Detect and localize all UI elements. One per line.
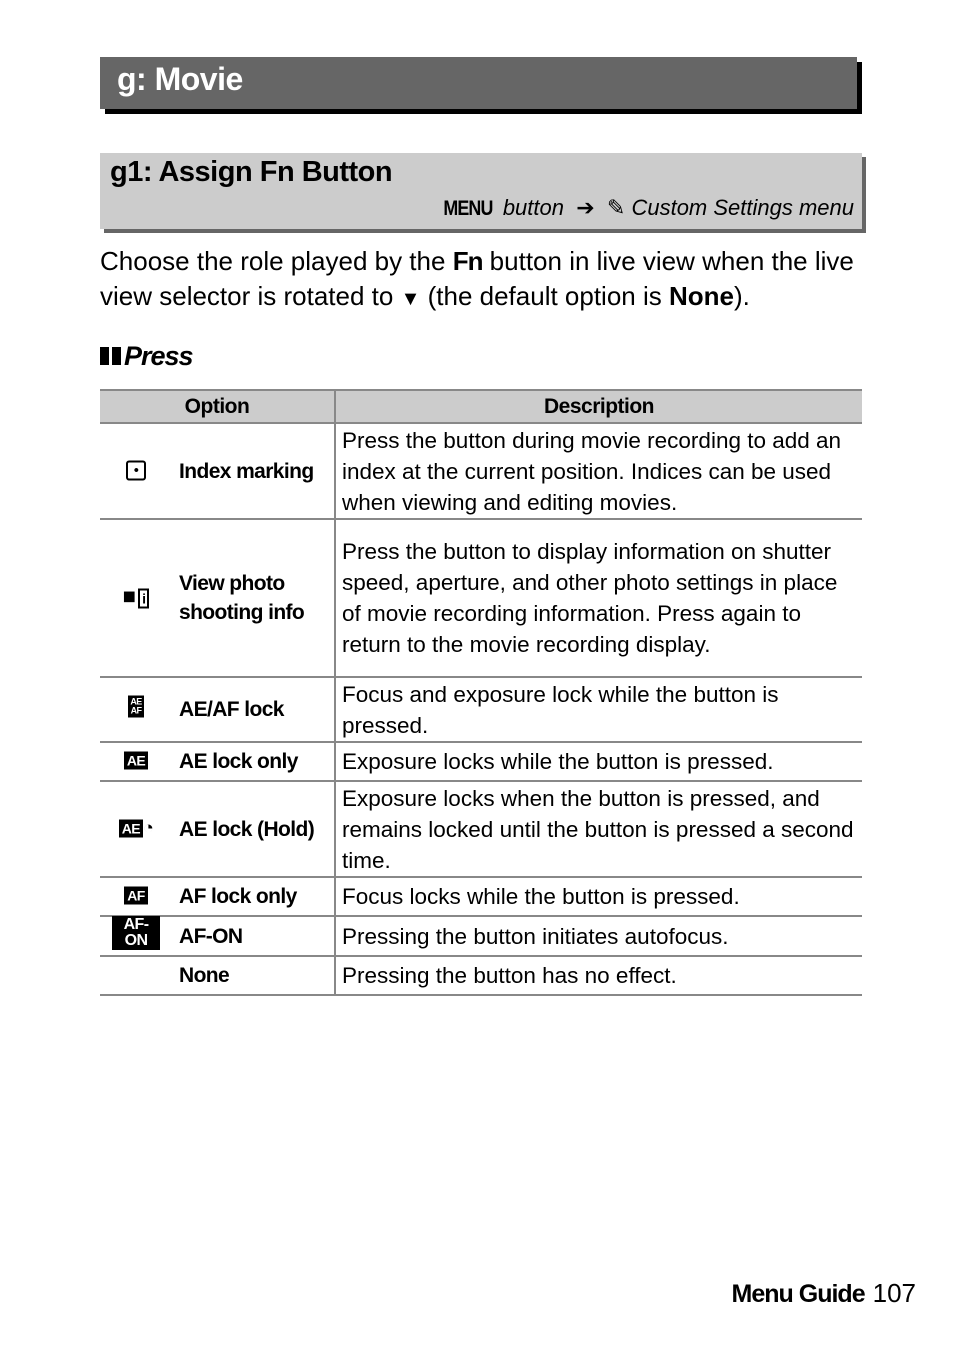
af-lock-icon: AF — [112, 882, 160, 911]
option-label: View photo shooting info — [179, 572, 305, 624]
ae-lock-icon: AE — [112, 747, 160, 776]
press-label: Press — [124, 341, 193, 371]
option-label: AF lock only — [179, 885, 297, 908]
table-row — [100, 877, 862, 916]
page-number: 107 — [872, 1278, 916, 1308]
option-cell — [100, 916, 335, 956]
intro-part: (the default option is — [420, 281, 669, 311]
description-cell: Pressing the button initiates autofocus. — [335, 916, 862, 956]
description-cell: Exposure locks while the button is pressed. — [335, 742, 862, 781]
option-label: Index marking — [179, 459, 314, 483]
table-row — [100, 742, 862, 781]
option-label: AE lock only — [179, 750, 298, 773]
description-cell: Pressing the button has no effect. — [335, 956, 862, 995]
movie-icon: ▼ — [400, 288, 421, 310]
subsection-header — [100, 153, 862, 229]
description-cell: Press the button to display information on shutter speed, aperture, and other photo settings in place of movie recording information. Press again to return to the movie recording display. — [335, 519, 862, 677]
column-header: Option — [100, 390, 335, 423]
intro-part: ). — [733, 281, 750, 311]
ae-af-lock-icon: AE AF — [130, 696, 142, 715]
option-cell — [100, 677, 335, 742]
description-cell: Exposure locks when the button is pressed, and remains locked until the button is pressed a second time. — [335, 781, 862, 877]
table-row — [100, 423, 862, 519]
option-cell — [100, 956, 335, 995]
table-row — [100, 956, 862, 995]
option-cell — [100, 519, 335, 677]
fn-key: Fn — [452, 246, 483, 276]
table-row — [100, 916, 862, 956]
press-heading — [100, 341, 193, 372]
option-cell — [100, 781, 335, 877]
path-menu: Custom Settings menu — [631, 195, 854, 220]
table-row — [100, 677, 862, 742]
table-row — [100, 781, 862, 877]
description-cell: Focus locks while the button is pressed. — [335, 877, 862, 916]
option-label: AF-ON — [179, 924, 243, 948]
option-cell — [100, 423, 335, 519]
option-label: None — [179, 964, 230, 987]
intro-text — [100, 244, 870, 317]
section-header — [100, 57, 857, 109]
section-title: g: Movie — [117, 61, 243, 97]
pencil-icon: ✎ — [606, 195, 626, 220]
options-table — [100, 389, 862, 996]
menu-key: MENU — [443, 197, 493, 220]
intro-part: Choose the role played by the — [100, 246, 453, 276]
option-label: AE lock (Hold) — [179, 817, 315, 841]
path-button: button — [502, 195, 564, 220]
description-cell: Focus and exposure lock while the button is pressed. — [335, 677, 862, 742]
option-cell — [100, 742, 335, 781]
footer-label: Menu Guide — [731, 1280, 865, 1308]
arrow-icon: ➔ — [576, 195, 595, 220]
intro-part: button in live view when the live view selector is rotated to — [100, 246, 854, 311]
column-header: Description — [335, 390, 862, 423]
camera-info-icon: ■ i — [112, 582, 160, 615]
index-marking-icon: • — [112, 457, 160, 486]
description-cell: Press the button during movie recording to add an index at the current position. Indices can be used when viewing and editing movies. — [335, 423, 862, 519]
menu-path — [439, 195, 854, 221]
af-on-icon: AF-ON — [112, 916, 160, 956]
subsection-title: g1: Assign Fn Button — [110, 156, 393, 188]
table-row — [100, 519, 862, 677]
option-label: AE/AF lock — [179, 698, 284, 721]
default-option: None — [668, 281, 734, 311]
page-footer — [732, 1278, 916, 1309]
ae-lock-hold-icon: AE ◔ — [112, 814, 160, 845]
option-cell — [100, 877, 335, 916]
